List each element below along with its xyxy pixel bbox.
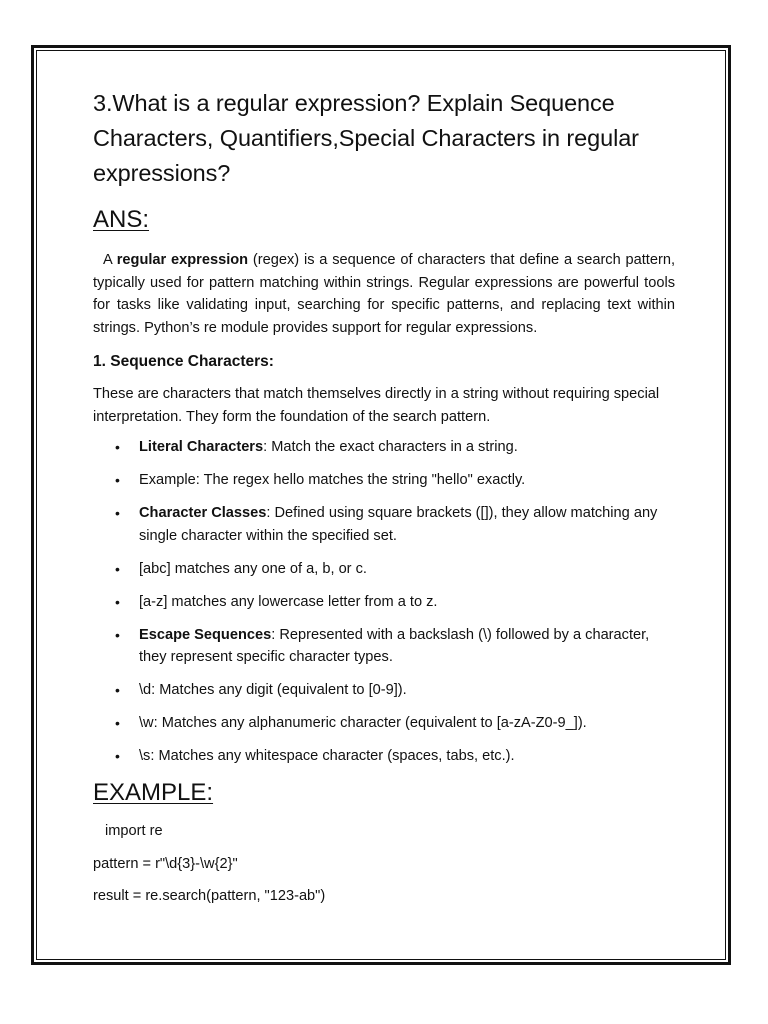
list-item	[93, 679, 675, 702]
bullet-icon: •	[115, 682, 120, 698]
list-item-text: \d: Matches any digit (equivalent to [0-9]).	[139, 682, 407, 698]
document-content	[93, 86, 675, 908]
list-item-text: Example: The regex hello matches the string "hello" exactly.	[139, 472, 526, 488]
bullet-icon: •	[115, 748, 120, 764]
code-line-result: result = re.search(pattern, "123-ab")	[93, 888, 326, 904]
list-item	[93, 558, 675, 581]
list-item	[93, 745, 675, 768]
list-item	[93, 712, 675, 735]
section-description: These are characters that match themselves directly in a string without requiring special interpretation. They form the foundation of the search pattern.	[93, 386, 660, 425]
bullet-icon: •	[115, 439, 120, 455]
list-item	[93, 469, 675, 492]
bullet-list	[93, 436, 675, 768]
example-heading: EXAMPLE:	[93, 779, 214, 806]
bullet-icon: •	[115, 593, 120, 610]
list-item-bold: Escape Sequences	[139, 626, 272, 643]
list-item-text: : Represented with a backslash (\) followed by a character, they represent specific character types.	[139, 626, 650, 665]
list-item-bold: Literal Characters	[139, 439, 264, 455]
intro-prefix: A	[103, 252, 117, 268]
list-item-text: \s: Matches any whitespace character (spaces, tabs, etc.).	[139, 748, 515, 764]
list-item	[93, 591, 675, 614]
list-item-text: : Match the exact characters in a string.	[263, 439, 518, 455]
list-item-text: \w: Matches any alphanumeric character (equivalent to [a-zA-Z0-9_]).	[139, 715, 587, 731]
list-item	[93, 624, 675, 669]
intro-bold-term: regular expression	[116, 252, 249, 268]
list-item-text: : Defined using square brackets ([]), they allow matching any single character within the specified set.	[139, 505, 658, 544]
list-item-text: [a-z] matches any lowercase letter from a to z.	[139, 593, 438, 610]
bullet-icon: •	[115, 560, 120, 577]
code-line-import: import re	[105, 823, 163, 839]
list-item	[93, 436, 675, 459]
bullet-icon: •	[115, 472, 120, 488]
question-heading: 3.What is a regular expression? Explain Sequence Characters, Quantifiers,Special Characters in regular expressions?	[93, 90, 639, 186]
intro-rest: (regex) is a sequence of characters that define a search pattern, typically used for pattern matching within strings. Regular expressions are powerful tools for tasks like validating input, searching for specific patterns, and replacing text within strings. Python’s re module provides support for regular expressions.	[93, 252, 676, 336]
list-item-bold: Character Classes	[139, 505, 267, 521]
list-item-text: [abc] matches any one of a, b, or c.	[139, 560, 367, 577]
section-title-sequence-characters: 1. Sequence Characters:	[93, 353, 274, 370]
ans-heading: ANS:	[93, 206, 150, 233]
code-line-pattern: pattern = r"\d{3}-\w{2}"	[93, 855, 238, 872]
bullet-icon: •	[115, 715, 120, 731]
bullet-icon: •	[115, 626, 120, 643]
intro-paragraph	[93, 249, 675, 339]
bullet-icon: •	[115, 505, 120, 521]
list-item	[93, 502, 675, 547]
